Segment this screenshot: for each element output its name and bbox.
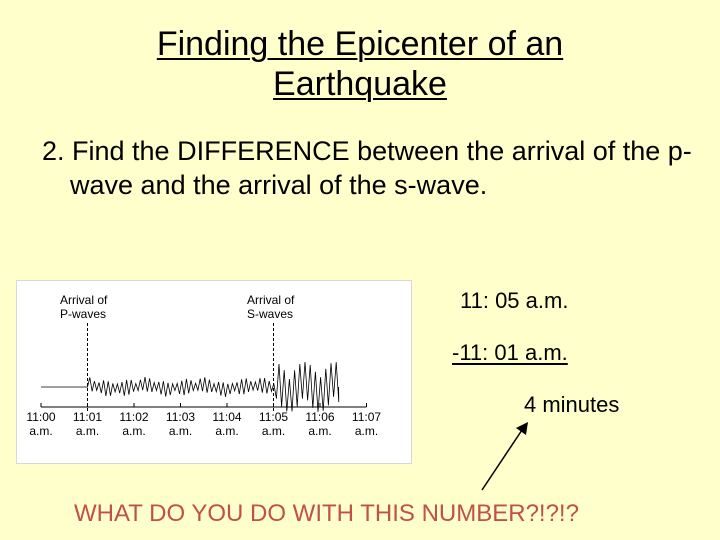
- title-line-2: Earthquake: [273, 65, 447, 103]
- time-tick-ampm: a.m.: [215, 424, 239, 438]
- p-wave-label-line2: P-waves: [60, 307, 107, 321]
- time-tick-label: 11:07: [351, 410, 382, 424]
- seismogram-trace: [41, 362, 339, 412]
- p-arrival-time-text: -11: 01 a.m.: [452, 340, 568, 365]
- time-tick-label: 11:06: [305, 410, 335, 424]
- time-tick-ampm: a.m.: [122, 424, 146, 438]
- slide-title: [60, 24, 660, 104]
- time-tick-ampm: a.m.: [261, 424, 286, 438]
- time-tick-label: 11:04: [212, 410, 242, 424]
- step-instruction: 2. Find the DIFFERENCE between the arrival of the p-wave and the arrival of the s-wave.: [42, 136, 692, 200]
- time-difference-result: 4 minutes: [524, 392, 620, 417]
- p-arrival-time: [452, 340, 568, 366]
- time-tick-label: 11:01: [72, 410, 103, 424]
- time-tick-ampm: a.m.: [308, 424, 332, 438]
- p-wave-label-line1: Arrival of: [60, 293, 108, 307]
- s-wave-label-line2: S-waves: [247, 307, 294, 321]
- seismogram-figure: [16, 280, 412, 464]
- time-tick-ampm: a.m.: [75, 424, 100, 438]
- seismogram-svg: [17, 281, 411, 463]
- time-tick-ampm: a.m.: [168, 424, 193, 438]
- time-tick-ampm: a.m.: [29, 424, 53, 438]
- time-tick-label: 11:00: [26, 410, 56, 424]
- s-arrival-time: 11: 05 a.m.: [460, 288, 569, 313]
- time-tick-label: 11:05: [258, 410, 289, 424]
- question-text: WHAT DO YOU DO WITH THIS NUMBER?!?!?: [74, 500, 579, 527]
- title-line-1: Finding the Epicenter of an: [156, 25, 564, 63]
- arrow-icon: [470, 416, 540, 496]
- s-wave-label-line1: Arrival of: [247, 293, 295, 307]
- time-tick-ampm: a.m.: [354, 424, 379, 438]
- time-tick-label: 11:02: [119, 410, 149, 424]
- time-tick-label: 11:03: [165, 410, 196, 424]
